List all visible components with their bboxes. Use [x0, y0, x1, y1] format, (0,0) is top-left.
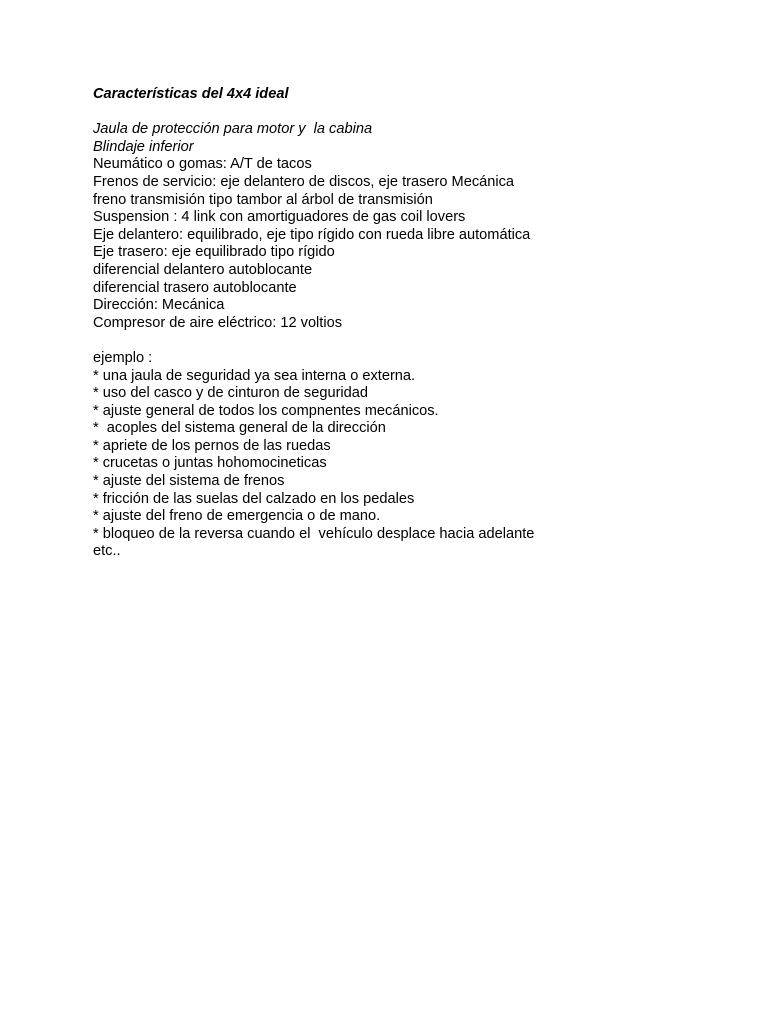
document-body [93, 86, 733, 561]
example-item: * una jaula de seguridad ya sea interna o externa. [93, 367, 416, 384]
example-item: * bloqueo de la reversa cuando el vehículo desplace hacia adelante [93, 525, 535, 542]
example-item: * apriete de los pernos de las ruedas [93, 437, 331, 454]
example-item: * fricción de las suelas del calzado en los pedales [93, 490, 415, 507]
example-item: * ajuste del sistema de frenos [93, 473, 285, 490]
spec-line-rear-axle: Eje trasero: eje equilibrado tipo rígido [93, 244, 335, 261]
spec-line-tires: Neumático o gomas: A/T de tacos [93, 156, 312, 173]
blank-line [93, 332, 733, 350]
spec-line-suspension: Suspension : 4 link con amortiguadores de gas coil lovers [93, 209, 466, 226]
example-item: * acoples del sistema general de la dirección [93, 420, 386, 437]
underbody-armor-line: Blindaje inferior [93, 138, 194, 155]
spec-line-steering: Dirección: Mecánica [93, 297, 225, 314]
blank-line [93, 104, 733, 122]
protection-cage-line: Jaula de protección para motor y la cabina [93, 121, 373, 138]
example-item: * crucetas o juntas hohomocineticas [93, 455, 327, 472]
spec-line-transmission-brake: freno transmisión tipo tambor al árbol de transmisión [93, 191, 433, 208]
spec-line-service-brakes: Frenos de servicio: eje delantero de discos, eje trasero Mecánica [93, 173, 515, 190]
spec-line-front-axle: Eje delantero: equilibrado, eje tipo rígido con rueda libre automática [93, 226, 531, 243]
document-title: Características del 4x4 ideal [93, 86, 289, 102]
example-heading: ejemplo : [93, 349, 153, 366]
spec-line-front-differential: diferencial delantero autoblocante [93, 261, 313, 278]
spec-line-air-compressor: Compresor de aire eléctrico: 12 voltios [93, 314, 343, 331]
spec-line-rear-differential: diferencial trasero autoblocante [93, 279, 297, 296]
example-etc: etc.. [93, 543, 121, 560]
example-item: * ajuste del freno de emergencia o de mano. [93, 508, 381, 525]
example-item: * uso del casco y de cinturon de seguridad [93, 385, 369, 402]
example-item: * ajuste general de todos los compnentes mecánicos. [93, 402, 439, 419]
